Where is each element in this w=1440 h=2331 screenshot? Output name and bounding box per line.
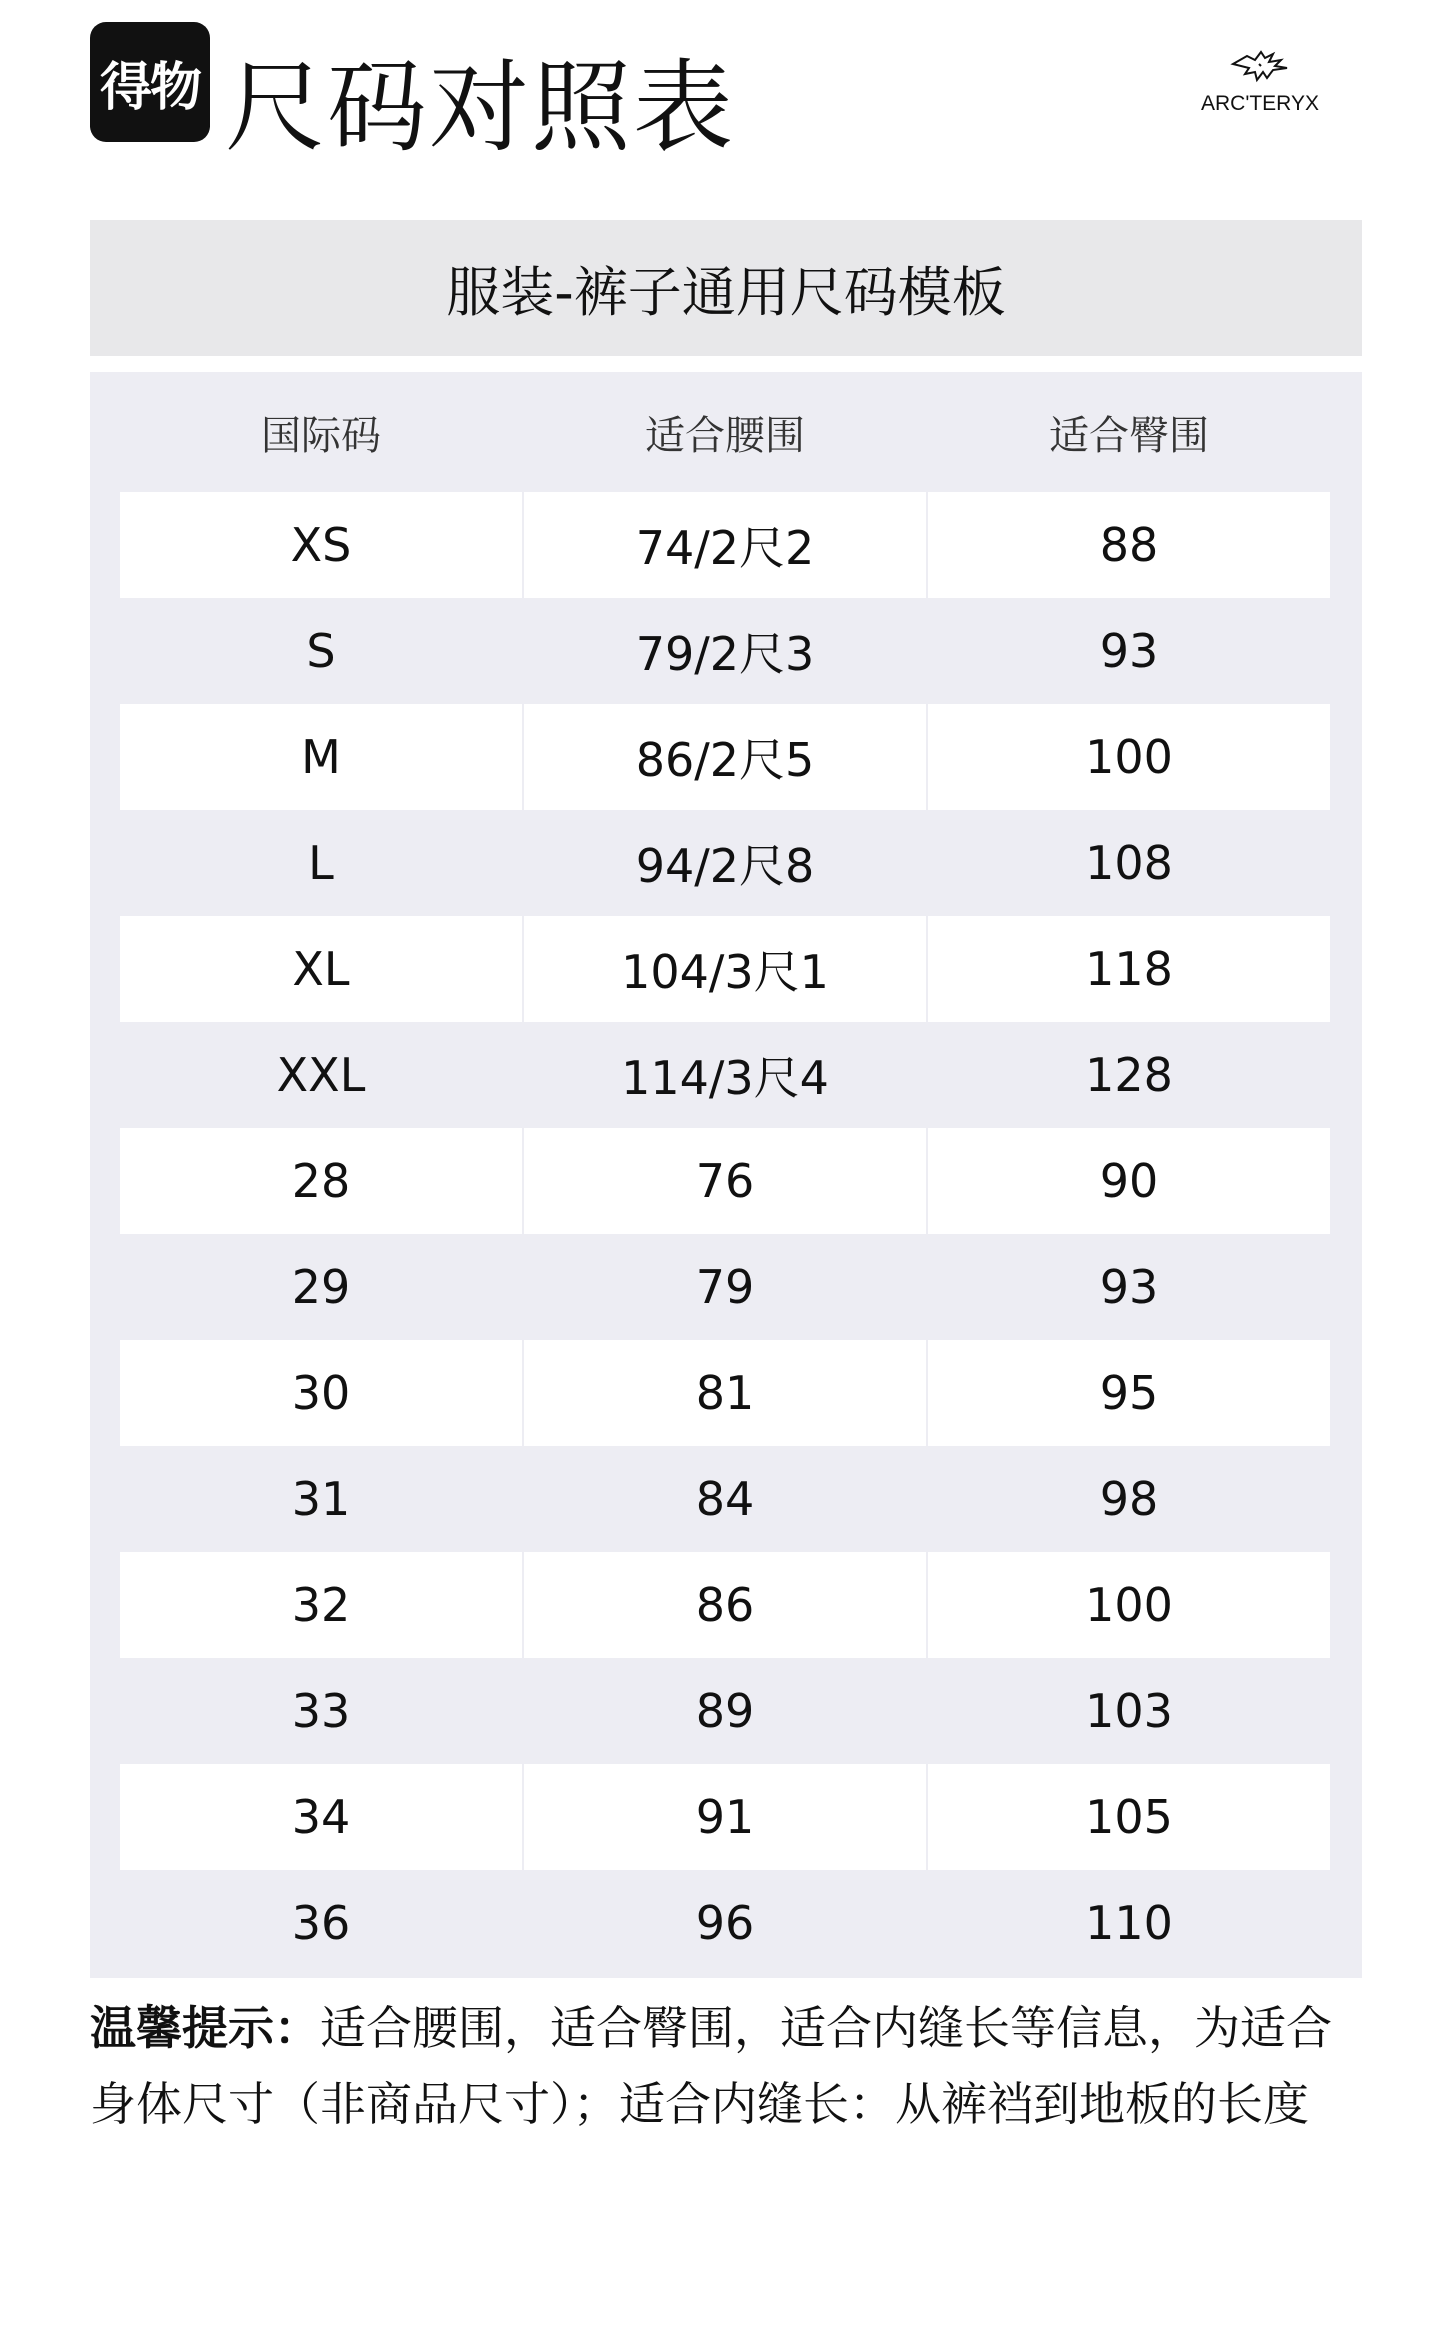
cell-intl-size: 36 <box>291 1896 351 1950</box>
cell-hip: 118 <box>928 916 1330 1022</box>
table-row <box>120 1340 1330 1446</box>
table-row <box>120 1870 1330 1976</box>
brand-badge-text: 得物 <box>99 57 200 118</box>
cell-waist: 81 <box>524 1340 926 1446</box>
table-row <box>120 810 1330 916</box>
cell-intl-size: 29 <box>291 1260 351 1314</box>
cell-hip: 88 <box>928 492 1330 598</box>
cell-intl-size: L <box>308 836 334 890</box>
cell-intl-size: 32 <box>120 1552 522 1658</box>
template-title: 服装-裤子通用尺码模板 <box>446 260 1006 324</box>
cell-hip: 100 <box>928 704 1330 810</box>
cell-waist: 84 <box>695 1472 755 1526</box>
cell-intl-size: XL <box>120 916 522 1022</box>
tip-label: 温馨提示： <box>90 2001 320 2055</box>
archaeopteryx-icon <box>1225 44 1295 90</box>
cell-intl-size: XXL <box>276 1048 366 1102</box>
cell-waist: 86 <box>524 1552 926 1658</box>
cell-waist: 79 <box>695 1260 755 1314</box>
cell-waist: 79/2尺3 <box>635 627 815 681</box>
cell-intl-size: M <box>120 704 522 810</box>
page-title: 尺码对照表 <box>225 49 735 166</box>
cell-hip: 93 <box>1099 1260 1159 1314</box>
table-row <box>120 1446 1330 1552</box>
arcteryx-logo <box>1195 44 1325 124</box>
tip-text: 适合腰围，适合臀围，适合内缝长等信息，为适合身体尺寸（非商品尺寸）；适合内缝长：从裤裆到地板的长度 <box>90 2001 1332 2131</box>
cell-intl-size: 30 <box>120 1340 522 1446</box>
cell-hip: 128 <box>1085 1048 1173 1102</box>
header <box>0 0 1440 200</box>
cell-waist: 94/2尺8 <box>635 839 815 893</box>
cell-intl-size: 31 <box>291 1472 351 1526</box>
cell-hip: 98 <box>1099 1472 1159 1526</box>
table-row <box>120 1764 1330 1870</box>
cell-waist: 104/3尺1 <box>524 916 926 1022</box>
table-row <box>120 1552 1330 1658</box>
cell-intl-size: 34 <box>120 1764 522 1870</box>
cell-waist: 74/2尺2 <box>524 492 926 598</box>
cell-waist: 91 <box>524 1764 926 1870</box>
column-header-intl-size: 国际码 <box>261 412 381 459</box>
tip-note <box>90 1990 1362 2142</box>
cell-hip: 110 <box>1085 1896 1173 1950</box>
cell-hip: 93 <box>1099 624 1159 678</box>
table-row <box>120 492 1330 598</box>
cell-intl-size: 28 <box>120 1128 522 1234</box>
table-row <box>120 1658 1330 1764</box>
table-row <box>120 1022 1330 1128</box>
table-row <box>120 704 1330 810</box>
cell-waist: 96 <box>695 1896 755 1950</box>
size-table <box>90 372 1362 1978</box>
cell-hip: 108 <box>1085 836 1173 890</box>
cell-intl-size: 33 <box>291 1684 351 1738</box>
cell-hip: 105 <box>928 1764 1330 1870</box>
cell-hip: 100 <box>928 1552 1330 1658</box>
cell-hip: 95 <box>928 1340 1330 1446</box>
cell-waist: 76 <box>524 1128 926 1234</box>
table-row <box>120 916 1330 1022</box>
cell-waist: 86/2尺5 <box>524 704 926 810</box>
template-title-bar <box>90 220 1362 356</box>
brand-logo-badge <box>90 22 210 142</box>
table-row <box>120 1234 1330 1340</box>
column-header-hip: 适合臀围 <box>1049 412 1209 459</box>
cell-hip: 90 <box>928 1128 1330 1234</box>
column-header-waist: 适合腰围 <box>645 412 805 459</box>
cell-hip: 103 <box>1085 1684 1173 1738</box>
table-row <box>120 598 1330 704</box>
table-row <box>120 1128 1330 1234</box>
logo-text: ARC'TERYX <box>1201 92 1319 115</box>
cell-waist: 89 <box>695 1684 755 1738</box>
cell-waist: 114/3尺4 <box>621 1051 829 1105</box>
cell-intl-size: XS <box>120 492 522 598</box>
cell-intl-size: S <box>306 624 336 678</box>
